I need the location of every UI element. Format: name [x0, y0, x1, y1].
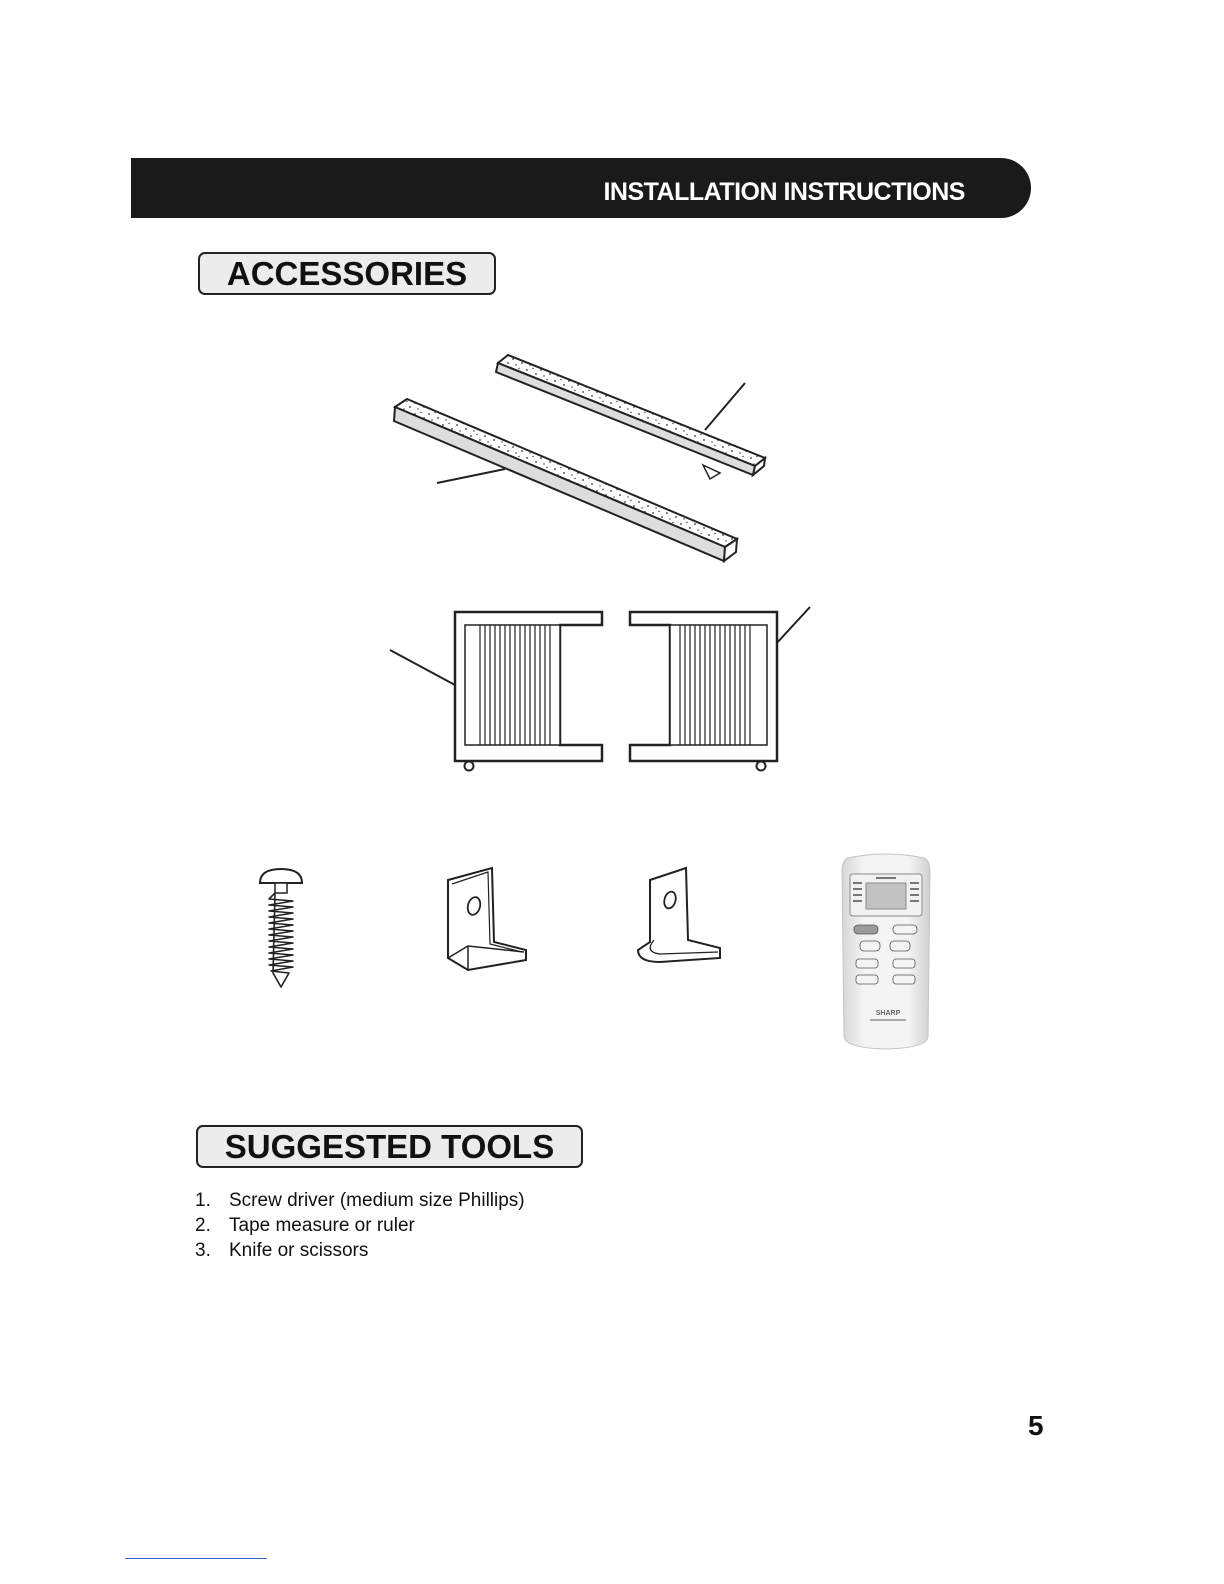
window-panels-illustration — [385, 600, 815, 780]
leader-line — [775, 607, 810, 645]
suggested-tools-heading: SUGGESTED TOOLS — [196, 1125, 583, 1168]
window-panel-right — [630, 612, 777, 771]
offset-bracket-illustration — [630, 862, 730, 967]
list-item — [195, 1188, 525, 1213]
list-item-number: 2. — [195, 1215, 211, 1236]
list-item-text: Tape measure or ruler — [229, 1215, 415, 1236]
list-item — [195, 1213, 525, 1238]
foam-strip-lower — [394, 399, 737, 561]
page-title: INSTALLATION INSTRUCTIONS — [603, 178, 965, 206]
leader-line — [437, 469, 505, 483]
list-item-text: Knife or scissors — [229, 1240, 369, 1261]
foam-strips-illustration — [385, 345, 785, 570]
list-item-number: 1. — [195, 1190, 211, 1211]
footnote-divider — [125, 1558, 267, 1559]
screw-illustration — [255, 865, 310, 990]
list-item — [195, 1238, 525, 1263]
accessories-heading: ACCESSORIES — [198, 252, 496, 295]
leader-line — [705, 383, 745, 430]
tools-list — [195, 1188, 525, 1263]
window-panel-left — [455, 612, 602, 771]
page-number: 5 — [1028, 1410, 1044, 1441]
leader-line — [390, 650, 455, 685]
list-item-number: 3. — [195, 1240, 211, 1261]
header-bar — [131, 158, 1031, 218]
l-bracket-illustration — [440, 862, 535, 977]
remote-brand-label: SHARP — [875, 1010, 901, 1017]
list-item-text: Screw driver (medium size Phillips) — [229, 1190, 525, 1211]
remote-control-illustration — [838, 852, 934, 1052]
